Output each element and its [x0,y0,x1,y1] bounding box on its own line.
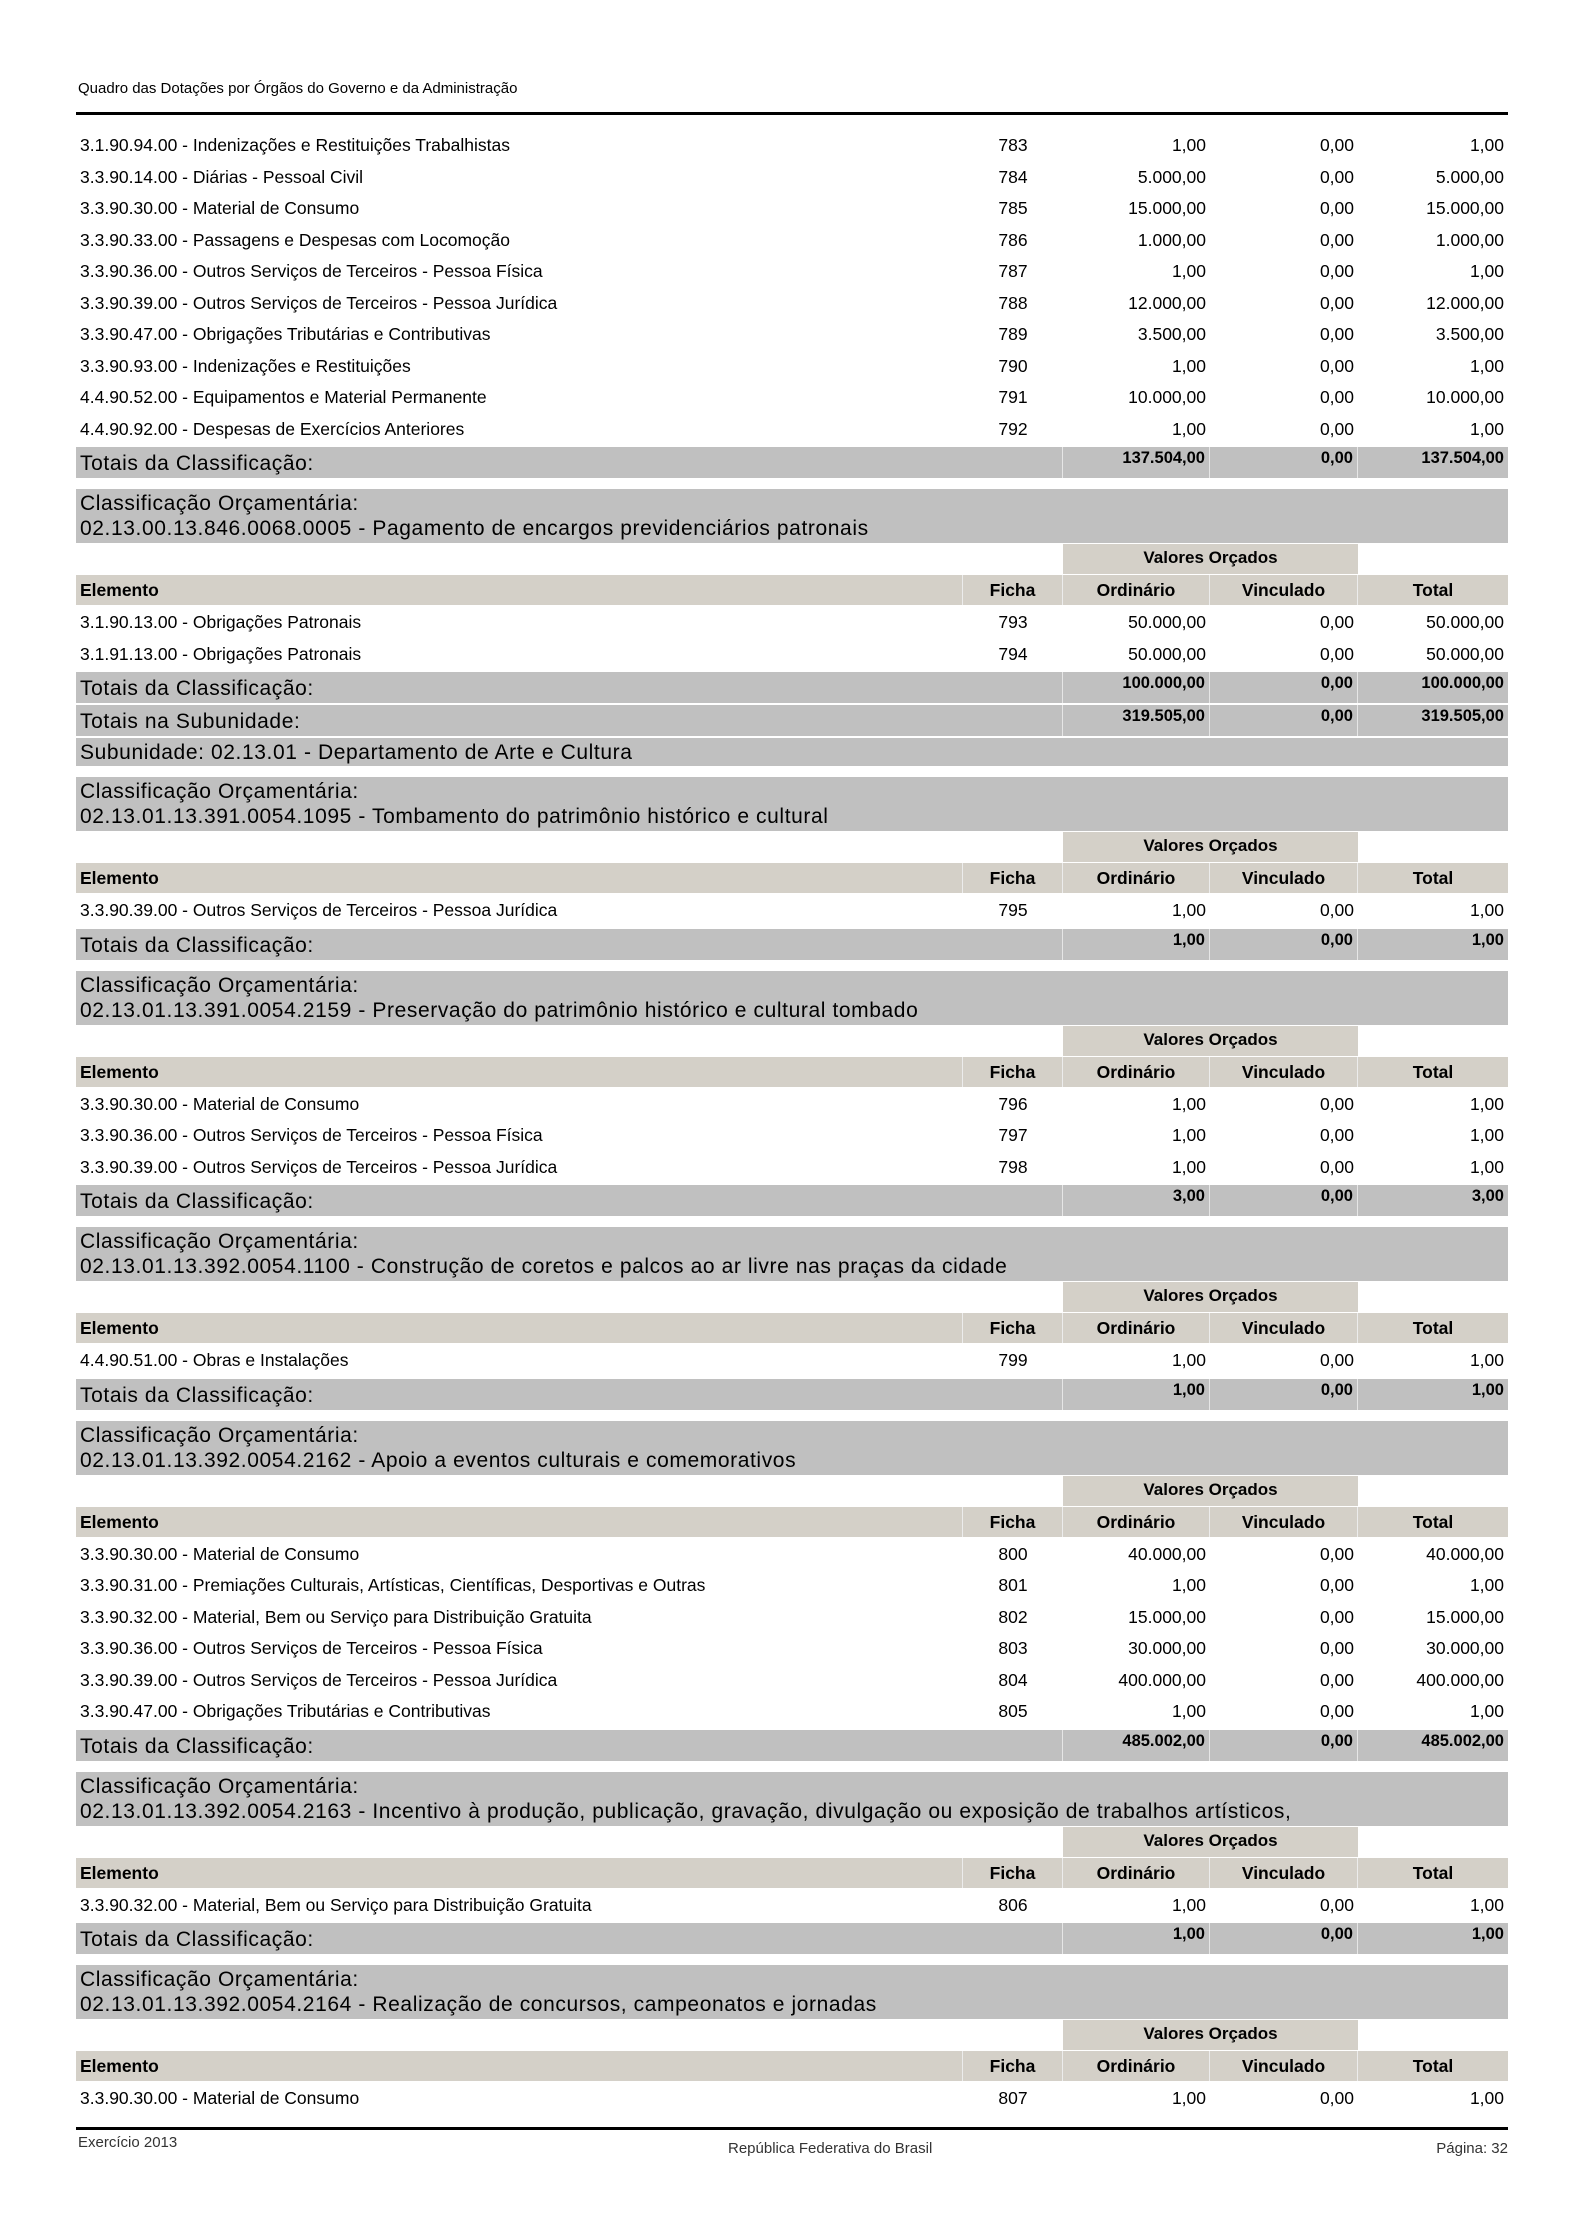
cell-vinculado: 0,00 [1319,387,1354,408]
table-row [76,1665,1508,1697]
totals-vinculado: 0,00 [1210,1379,1358,1410]
col-elemento: Elemento [76,1858,963,1888]
classification-label: Classificação Orçamentária: [80,1423,359,1447]
cell-ficha: 803 [998,1638,1028,1659]
totals-row [76,1379,1508,1410]
classification-code: 02.13.01.13.392.0054.1100 - Construção de coretos e palcos ao ar livre nas praças da cidade [80,1255,1008,1278]
cell-vinculado: 0,00 [1319,1606,1354,1627]
totals-row [76,705,1508,736]
table-row [76,1696,1508,1728]
classification-label: Classificação Orçamentária: [80,973,359,997]
table-row [76,351,1508,383]
cell-total: 15.000,00 [1426,1606,1504,1627]
table-row [76,895,1508,927]
valores-orcados-label: Valores Orçados [1063,1827,1358,1857]
cell-elemento: 3.3.90.36.00 - Outros Serviços de Terceiros - Pessoa Física [80,1638,543,1659]
cell-total: 1,00 [1469,355,1504,376]
cell-ficha: 797 [998,1125,1028,1146]
classification-header [76,489,1508,543]
valores-orcados-header [76,1476,1508,1506]
totals-label: Totais da Classificação: [76,1923,1063,1954]
cell-ordinario: 1,00 [1171,1156,1206,1177]
valores-spacer [76,832,1063,862]
totals-total: 1,00 [1471,930,1504,949]
col-vinculado: Vinculado [1210,575,1358,605]
totals-label: Totais da Classificação: [76,1185,1063,1216]
cell-ordinario: 1,00 [1171,418,1206,439]
cell-total: 1,00 [1469,1156,1504,1177]
col-vinculado: Vinculado [1210,1507,1358,1537]
column-header-row [76,575,1508,605]
cell-vinculado: 0,00 [1319,612,1354,633]
cell-ficha: 786 [998,229,1028,250]
classification-code: 02.13.01.13.392.0054.2164 - Realização de concursos, campeonatos e jornadas [80,1993,877,2016]
cell-ordinario: 1,00 [1171,1125,1206,1146]
valores-orcados-label: Valores Orçados [1063,1476,1358,1506]
cell-ordinario: 3.500,00 [1137,324,1206,345]
valores-orcados-label: Valores Orçados [1063,832,1358,862]
totals-total: 137.504,00 [1421,449,1504,467]
cell-vinculado: 0,00 [1319,166,1354,187]
cell-total: 10.000,00 [1426,387,1504,408]
valores-orcados-header [76,544,1508,574]
cell-ordinario: 30.000,00 [1128,1638,1206,1659]
col-ficha: Ficha [963,863,1063,893]
col-vinculado: Vinculado [1210,863,1358,893]
cell-vinculado: 0,00 [1319,261,1354,282]
footer-country: República Federativa do Brasil [728,2140,933,2157]
valores-orcados-label: Valores Orçados [1063,2020,1358,2050]
valores-orcados-header [76,1827,1508,1857]
rows-group [76,1888,1508,1922]
col-ordinario: Ordinário [1063,2051,1210,2081]
col-ordinario: Ordinário [1063,863,1210,893]
cell-ordinario: 400.000,00 [1118,1669,1206,1690]
classification-code: 02.13.01.13.391.0054.2159 - Preservação do patrimônio histórico e cultural tombado [80,998,919,1022]
col-elemento: Elemento [76,1507,963,1537]
column-header-row [76,1313,1508,1343]
col-total: Total [1412,2056,1454,2076]
cell-vinculado: 0,00 [1319,1638,1354,1659]
cell-total: 15.000,00 [1426,198,1504,219]
totals-vinculado: 0,00 [1210,1923,1358,1954]
valores-spacer [76,1827,1063,1857]
col-elemento: Elemento [76,1057,963,1087]
cell-elemento: 3.3.90.14.00 - Diárias - Pessoal Civil [80,166,364,187]
col-total: Total [1412,1061,1454,1082]
cell-ordinario: 10.000,00 [1128,387,1206,408]
totals-row [76,447,1508,478]
totals-total: 485.002,00 [1421,1731,1504,1750]
totals-vinculado: 0,00 [1210,672,1358,703]
classification-code: 02.13.01.13.391.0054.1095 - Tombamento do patrimônio histórico e cultural [80,805,829,828]
col-ficha: Ficha [963,1313,1063,1343]
col-total: Total [1412,1318,1454,1338]
totals-ordinario: 100.000,00 [1063,672,1210,703]
totals-label: Totais da Classificação: [76,1379,1063,1410]
totals-total: 1,00 [1471,1380,1504,1399]
table-row [76,256,1508,288]
cell-vinculado: 0,00 [1319,324,1354,345]
totals-ordinario: 3,00 [1063,1185,1210,1216]
cell-ordinario: 1,00 [1171,1701,1206,1722]
cell-ordinario: 15.000,00 [1128,1606,1206,1627]
totals-total: 3,00 [1471,1187,1504,1205]
cell-total: 5.000,00 [1435,166,1504,187]
cell-ordinario: 5.000,00 [1137,166,1206,187]
table-row [76,607,1508,639]
cell-ordinario: 1,00 [1171,2088,1206,2109]
rows-group [76,1537,1508,1728]
cell-vinculado: 0,00 [1319,355,1354,376]
cell-total: 1,00 [1469,1701,1504,1722]
totals-ordinario: 1,00 [1063,1923,1210,1954]
footer-exercise: Exercício 2013 [78,2134,178,2151]
classification-label: Classificação Orçamentária: [80,1774,359,1798]
classification-header [76,1421,1508,1475]
cell-total: 1,00 [1469,900,1504,921]
table-row [76,130,1508,162]
rows-group [76,893,1508,927]
cell-elemento: 4.4.90.92.00 - Despesas de Exercícios Anteriores [80,418,465,439]
cell-total: 1,00 [1469,1125,1504,1146]
column-header-row [76,2051,1508,2081]
cell-ficha: 801 [998,1575,1028,1596]
col-ficha: Ficha [963,1057,1063,1087]
classification-label: Classificação Orçamentária: [80,492,359,515]
totals-vinculado: 0,00 [1210,447,1358,478]
cell-elemento: 3.3.90.39.00 - Outros Serviços de Terceiros - Pessoa Jurídica [80,1156,558,1177]
cell-total: 40.000,00 [1426,1543,1504,1564]
classification-header [76,1772,1508,1826]
valores-orcados-header [76,2020,1508,2050]
cell-total: 50.000,00 [1426,612,1504,633]
col-ficha: Ficha [963,1507,1063,1537]
rows-group [76,605,1508,670]
cell-total: 1,00 [1469,1093,1504,1114]
column-header-row [76,1057,1508,1087]
report-content [76,128,1508,2115]
cell-ficha: 794 [998,643,1028,664]
valores-orcados-label: Valores Orçados [1063,544,1358,574]
cell-vinculado: 0,00 [1319,2088,1354,2109]
cell-vinculado: 0,00 [1319,1156,1354,1177]
table-row [76,414,1508,446]
cell-ordinario: 1,00 [1171,1093,1206,1114]
classification-header [76,777,1508,831]
cell-vinculado: 0,00 [1319,900,1354,921]
cell-ordinario: 1,00 [1171,1575,1206,1596]
cell-total: 400.000,00 [1416,1669,1504,1690]
valores-orcados-label: Valores Orçados [1063,1026,1358,1056]
totals-total: 1,00 [1471,1925,1504,1943]
cell-ficha: 787 [998,261,1028,282]
totals-row [76,929,1508,960]
table-row [76,225,1508,257]
valores-orcados-header [76,1026,1508,1056]
col-ordinario: Ordinário [1063,1057,1210,1087]
col-vinculado: Vinculado [1210,1313,1358,1343]
page-header-title: Quadro das Dotações por Órgãos do Governo e da Administração [78,80,518,97]
cell-ficha: 806 [998,1894,1028,1915]
cell-elemento: 3.3.90.39.00 - Outros Serviços de Terceiros - Pessoa Jurídica [80,292,558,313]
valores-spacer [76,1476,1063,1506]
classification-label: Classificação Orçamentária: [80,780,359,803]
cell-ficha: 783 [998,135,1028,156]
table-row [76,1152,1508,1184]
cell-vinculado: 0,00 [1319,418,1354,439]
cell-ordinario: 50.000,00 [1128,612,1206,633]
cell-ficha: 784 [998,166,1028,187]
table-row [76,193,1508,225]
cell-vinculado: 0,00 [1319,198,1354,219]
rows-group [76,2081,1508,2115]
col-ordinario: Ordinário [1063,575,1210,605]
col-elemento: Elemento [76,1313,963,1343]
column-header-row [76,1507,1508,1537]
totals-total: 100.000,00 [1421,674,1504,692]
classification-label: Classificação Orçamentária: [80,1968,359,1991]
cell-ficha: 789 [998,324,1028,345]
cell-total: 30.000,00 [1426,1638,1504,1659]
cell-total: 1,00 [1469,261,1504,282]
rows-group [76,128,1508,445]
col-total: Total [1412,580,1454,600]
totals-ordinario: 1,00 [1063,929,1210,960]
valores-orcados-label: Valores Orçados [1063,1282,1358,1312]
cell-ficha: 802 [998,1606,1028,1627]
cell-ficha: 804 [998,1669,1028,1690]
table-row [76,319,1508,351]
classification-code: 02.13.01.13.392.0054.2162 - Apoio a eventos culturais e comemorativos [80,1448,797,1472]
classification-header [76,1965,1508,2019]
cell-ficha: 807 [998,2088,1028,2109]
totals-vinculado: 0,00 [1210,705,1358,736]
cell-vinculado: 0,00 [1319,1701,1354,1722]
cell-ordinario: 1,00 [1171,261,1206,282]
cell-total: 1,00 [1469,418,1504,439]
cell-elemento: 3.3.90.33.00 - Passagens e Despesas com Locomoção [80,229,510,250]
col-total: Total [1412,1511,1454,1532]
totals-ordinario: 1,00 [1063,1379,1210,1410]
col-total: Total [1412,1862,1454,1883]
cell-elemento: 3.3.90.30.00 - Material de Consumo [80,2088,360,2109]
cell-vinculado: 0,00 [1319,1093,1354,1114]
cell-elemento: 3.3.90.93.00 - Indenizações e Restituições [80,355,411,376]
cell-ordinario: 15.000,00 [1128,198,1206,219]
valores-spacer [76,1026,1063,1056]
cell-elemento: 3.3.90.39.00 - Outros Serviços de Terceiros - Pessoa Jurídica [80,900,558,921]
cell-ordinario: 1.000,00 [1137,229,1206,250]
col-ficha: Ficha [963,1858,1063,1888]
totals-vinculado: 0,00 [1210,929,1358,960]
totals-label: Totais da Classificação: [76,929,1063,960]
table-row [76,1539,1508,1571]
cell-ordinario: 12.000,00 [1128,292,1206,313]
cell-total: 1,00 [1469,1575,1504,1596]
rows-group [76,1087,1508,1184]
totals-row [76,1185,1508,1216]
table-row [76,288,1508,320]
cell-elemento: 4.4.90.52.00 - Equipamentos e Material Permanente [80,387,487,408]
col-vinculado: Vinculado [1210,2051,1358,2081]
cell-vinculado: 0,00 [1319,1669,1354,1690]
totals-label: Totais da Classificação: [76,447,1063,478]
cell-ficha: 796 [998,1093,1028,1114]
footer-divider [76,2127,1508,2130]
cell-total: 12.000,00 [1426,292,1504,313]
col-vinculado: Vinculado [1210,1057,1358,1087]
col-elemento: Elemento [76,575,963,605]
cell-elemento: 3.3.90.30.00 - Material de Consumo [80,198,360,219]
col-ordinario: Ordinário [1063,1858,1210,1888]
cell-elemento: 3.3.90.32.00 - Material, Bem ou Serviço para Distribuição Gratuita [80,1894,592,1915]
cell-vinculado: 0,00 [1319,1575,1354,1596]
valores-orcados-header [76,1282,1508,1312]
totals-ordinario: 137.504,00 [1063,447,1210,478]
column-header-row [76,1858,1508,1888]
cell-total: 1,00 [1469,2088,1504,2109]
totals-row [76,1923,1508,1954]
table-row [76,1089,1508,1121]
col-ordinario: Ordinário [1063,1313,1210,1343]
cell-total: 3.500,00 [1435,324,1504,345]
cell-elemento: 3.3.90.30.00 - Material de Consumo [80,1093,360,1114]
cell-ficha: 799 [998,1350,1028,1371]
cell-total: 1,00 [1469,135,1504,156]
col-elemento: Elemento [76,863,963,893]
column-header-row [76,863,1508,893]
table-row [76,162,1508,194]
classification-label: Classificação Orçamentária: [80,1230,359,1253]
cell-ficha: 795 [998,900,1028,921]
cell-ordinario: 1,00 [1171,1350,1206,1371]
cell-ficha: 798 [998,1156,1028,1177]
cell-total: 1,00 [1469,1350,1504,1371]
cell-ordinario: 50.000,00 [1128,643,1206,664]
col-ficha: Ficha [963,575,1063,605]
cell-ficha: 805 [998,1701,1028,1722]
cell-elemento: 3.1.90.94.00 - Indenizações e Restituições Trabalhistas [80,135,510,156]
cell-ficha: 793 [998,612,1028,633]
totals-vinculado: 0,00 [1210,1185,1358,1216]
classification-header [76,971,1508,1025]
cell-ordinario: 40.000,00 [1128,1543,1206,1564]
cell-ordinario: 1,00 [1171,900,1206,921]
totals-label: Totais da Classificação: [76,672,1063,703]
table-row [76,639,1508,671]
cell-elemento: 3.3.90.39.00 - Outros Serviços de Terceiros - Pessoa Jurídica [80,1669,558,1690]
cell-elemento: 3.3.90.47.00 - Obrigações Tributárias e Contributivas [80,1701,491,1722]
rows-group [76,1343,1508,1377]
totals-ordinario: 319.505,00 [1063,705,1210,736]
cell-ficha: 800 [998,1543,1028,1564]
valores-spacer [76,544,1063,574]
subunit-header: Subunidade: 02.13.01 - Departamento de Arte e Cultura [76,738,1508,766]
cell-elemento: 3.3.90.32.00 - Material, Bem ou Serviço para Distribuição Gratuita [80,1606,592,1627]
footer-page-number: Página: 32 [1436,2140,1508,2157]
table-row [76,382,1508,414]
totals-row [76,672,1508,703]
classification-header [76,1227,1508,1281]
totals-total: 319.505,00 [1421,707,1504,725]
cell-ficha: 790 [998,355,1028,376]
cell-ficha: 792 [998,418,1028,439]
cell-ordinario: 1,00 [1171,135,1206,156]
valores-spacer [76,2020,1063,2050]
cell-elemento: 3.1.91.13.00 - Obrigações Patronais [80,643,362,664]
table-row [76,1570,1508,1602]
cell-elemento: 3.1.90.13.00 - Obrigações Patronais [80,612,362,633]
table-row [76,1633,1508,1665]
cell-total: 50.000,00 [1426,643,1504,664]
valores-orcados-header [76,832,1508,862]
cell-vinculado: 0,00 [1319,229,1354,250]
cell-elemento: 3.3.90.31.00 - Premiações Culturais, Artísticas, Científicas, Desportivas e Outras [80,1575,706,1596]
table-row [76,1890,1508,1922]
cell-elemento: 3.3.90.30.00 - Material de Consumo [80,1543,360,1564]
classification-code: 02.13.01.13.392.0054.2163 - Incentivo à produção, publicação, gravação, divulgação ou exposição de trabalhos artísticos, [80,1799,1292,1823]
cell-elemento: 3.3.90.36.00 - Outros Serviços de Terceiros - Pessoa Física [80,261,543,282]
totals-label: Totais na Subunidade: [76,705,1063,736]
cell-vinculado: 0,00 [1319,1543,1354,1564]
cell-ordinario: 1,00 [1171,1894,1206,1915]
totals-vinculado: 0,00 [1210,1730,1358,1761]
cell-elemento: 3.3.90.36.00 - Outros Serviços de Terceiros - Pessoa Física [80,1125,543,1146]
header-divider [76,112,1508,115]
table-row [76,1120,1508,1152]
cell-ordinario: 1,00 [1171,355,1206,376]
totals-label: Totais da Classificação: [76,1730,1063,1761]
cell-elemento: 4.4.90.51.00 - Obras e Instalações [80,1350,349,1371]
cell-elemento: 3.3.90.47.00 - Obrigações Tributárias e Contributivas [80,324,491,345]
cell-vinculado: 0,00 [1319,643,1354,664]
table-row [76,1602,1508,1634]
col-elemento: Elemento [76,2051,963,2081]
col-total: Total [1412,868,1454,888]
cell-vinculado: 0,00 [1319,1125,1354,1146]
col-vinculado: Vinculado [1210,1858,1358,1888]
cell-ficha: 791 [998,387,1028,408]
totals-ordinario: 485.002,00 [1063,1730,1210,1761]
valores-spacer [76,1282,1063,1312]
cell-vinculado: 0,00 [1319,1350,1354,1371]
col-ficha: Ficha [963,2051,1063,2081]
classification-code: 02.13.00.13.846.0068.0005 - Pagamento de encargos previdenciários patronais [80,517,869,540]
cell-total: 1.000,00 [1435,229,1504,250]
col-ordinario: Ordinário [1063,1507,1210,1537]
cell-vinculado: 0,00 [1319,1894,1354,1915]
cell-ficha: 788 [998,292,1028,313]
cell-ficha: 785 [998,198,1028,219]
cell-total: 1,00 [1469,1894,1504,1915]
totals-row [76,1730,1508,1761]
table-row [76,1345,1508,1377]
table-row [76,2083,1508,2115]
cell-vinculado: 0,00 [1319,135,1354,156]
cell-vinculado: 0,00 [1319,292,1354,313]
